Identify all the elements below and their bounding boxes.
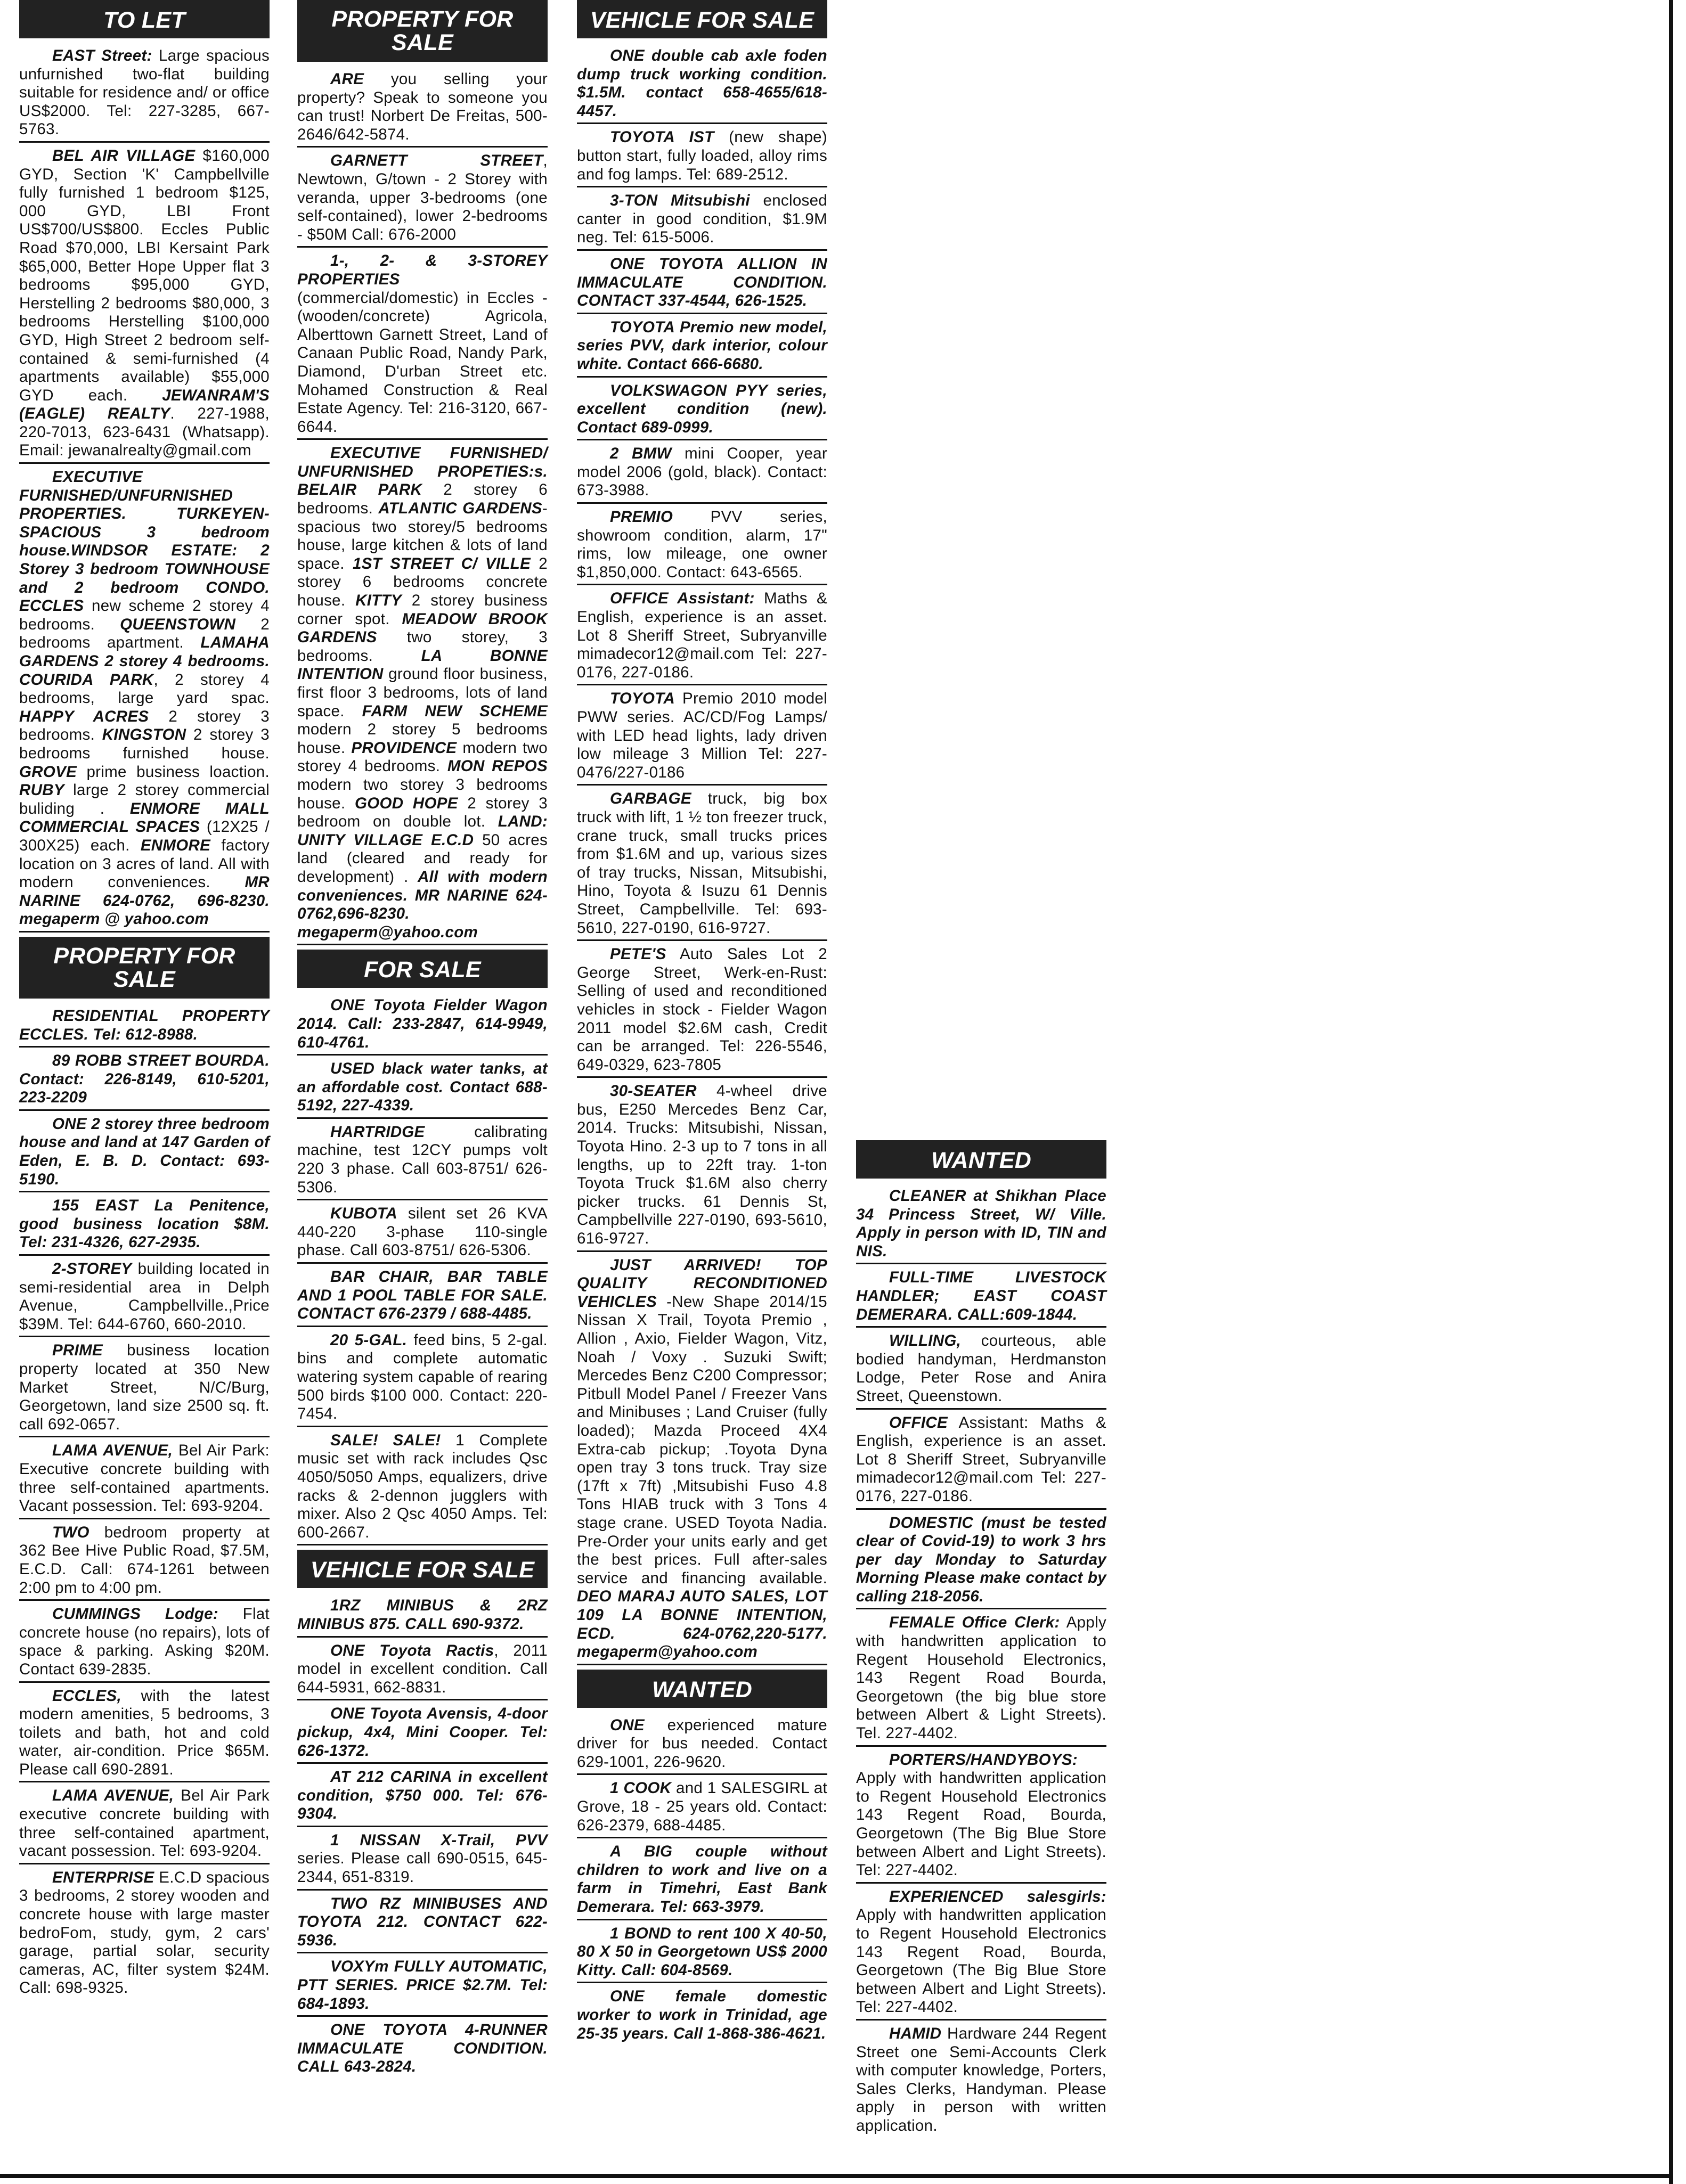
ad-text: 2 storey 6 bedrooms concrete house.	[297, 554, 548, 610]
ad-emphasis: DEO MARAJ AUTO SALES, LOT 109 LA BONNE INTENTION, ECD. 624-0762,220-5177. megaperm@yahoo.com	[577, 1588, 827, 1661]
ad-text: courteous, able bodied handyman, Herdmanston Lodge, Peter Rose and Anira Street, Queenstown.	[856, 1332, 1106, 1405]
ad-text: 2 bedrooms apartment.	[19, 615, 270, 652]
ad-text: modern 2 storey 5 bedrooms house.	[297, 721, 548, 757]
classified-ad	[297, 252, 548, 440]
ad-text: , 2 storey 4 bedrooms, large yard spac.	[19, 670, 270, 707]
ad-text: ground floor business, first floor 3 bedrooms, lots of land space.	[297, 665, 548, 720]
ad-text: PVV series, showroom condition, alarm, 17" rims, low mileage, one owner $1,850,000. Contact: 643-6565.	[577, 508, 827, 581]
ad-emphasis: ARE	[330, 70, 364, 88]
classified-ad	[19, 1342, 270, 1437]
ad-text: 2 storey 3 bedroom on double lot.	[297, 794, 548, 831]
ad-text: (commercial/domestic) in Eccles - (wooden/concrete) Agricola, Alberttown Garnett Street, Land of Canaan Public Road, Nandy Park, Diamond, D'urban Street etc. Mohamed Construction & Real Estate Agency. Tel: 216-3120, 667-6644.	[297, 289, 548, 436]
classified-ad	[577, 1716, 827, 1776]
ad-emphasis: FARM NEW SCHEME	[362, 702, 548, 720]
ad-text: Bel Air Park executive concrete building with three self-contained apartment, vacant possession. Tel: 693-9204.	[19, 1787, 270, 1860]
ad-emphasis: BAR CHAIR, BAR TABLE AND 1 POOL TABLE FOR SALE. CONTACT 676-2379 / 688-4485.	[297, 1268, 548, 1323]
classified-ad	[297, 1895, 548, 1954]
classified-ad	[297, 1205, 548, 1264]
ad-emphasis: RESIDENTIAL PROPERTY ECCLES. Tel: 612-8988.	[19, 1007, 270, 1043]
ad-emphasis: TWO	[52, 1523, 89, 1541]
classified-ad	[297, 1958, 548, 2017]
ad-emphasis: EAST Street:	[52, 47, 152, 64]
ad-emphasis: ONE TOYOTA ALLION IN IMMACULATE CONDITION. CONTACT 337-4544, 626-1525.	[577, 255, 827, 310]
ad-emphasis: LA BONNE INTENTION	[297, 647, 548, 683]
ad-text: 50 acres land (cleared and ready for development) .	[297, 831, 548, 886]
ad-emphasis: CUMMINGS Lodge:	[52, 1605, 219, 1623]
ad-text: (new shape) button start, fully loaded, alloy rims and fog lamps. Tel: 689-2512.	[577, 128, 828, 183]
ad-text: experienced mature driver for bus needed. Contact 629-1001, 226-9620.	[577, 1716, 827, 1771]
ad-emphasis: FULL-TIME LIVESTOCK HANDLER; EAST COAST DEMERARA. CALL:609-1844.	[856, 1269, 1106, 1323]
ad-emphasis: VOLKSWAGON PYY series, excellent condition (new). Contact 689-0999.	[577, 381, 827, 436]
ad-emphasis: PETE'S	[610, 945, 666, 963]
classified-ad	[577, 508, 827, 585]
ad-emphasis: ENMORE MALL COMMERCIAL SPACES	[19, 799, 270, 836]
ad-emphasis: LAND: UNITY VILLAGE E.C.D	[297, 813, 548, 849]
classified-ad	[297, 996, 548, 1056]
ad-emphasis: MON REPOS	[447, 757, 548, 775]
column-4	[856, 1140, 1106, 2142]
ad-text: (12X25 / 300X25) each.	[19, 818, 270, 854]
ad-emphasis: DOMESTIC (must be tested clear of Covid-19) to work 3 hrs per day Monday to Saturday Morning Please make contact by calling 218-2056.	[856, 1514, 1106, 1605]
ad-emphasis: QUEENSTOWN	[120, 615, 236, 633]
ad-emphasis: ONE TOYOTA 4-RUNNER IMMACULATE CONDITION. CALL 643-2824.	[297, 2021, 548, 2076]
column-3	[577, 0, 827, 2049]
ad-text: 2 storey business corner spot.	[297, 592, 548, 628]
ad-emphasis: ENMORE	[140, 836, 211, 854]
ad-emphasis: ECCLES,	[52, 1687, 121, 1705]
classified-ad	[297, 1831, 548, 1891]
ad-emphasis: ONE Toyota Ractis	[330, 1641, 494, 1659]
section-heading: PROPERTY FOR SALE	[297, 0, 548, 62]
ad-emphasis: LAMA AVENUE,	[52, 1442, 173, 1460]
classified-ad	[19, 1260, 270, 1337]
ad-emphasis: TOYOTA Premio new model, series PVV, dark interior, colour white. Contact 666-6680.	[577, 318, 827, 373]
ad-emphasis: KINGSTON	[102, 726, 186, 744]
ad-text: large 2 storey commercial buliding .	[19, 781, 270, 817]
ad-emphasis: GROVE	[19, 763, 77, 781]
ad-emphasis: A BIG couple without children to work and live on a farm in Timehri, East Bank Demerara. Tel: 663-3979.	[577, 1843, 827, 1916]
classified-ad	[19, 1687, 270, 1783]
ad-emphasis: 1ST STREET C/ VILLE	[352, 554, 531, 572]
ad-text: factory location on 3 acres of land. All with modern conveniences.	[19, 836, 270, 891]
ad-emphasis: ATLANTIC GARDENS	[378, 500, 542, 518]
ad-text: 4-wheel drive bus, E250 Mercedes Benz Car, 2014. Trucks: Mitsubishi, Nissan, Toyota Hino. 2-3 up to 7 tons in all lengths, up to 22ft tray. 1-ton Toyota Truck $1.6M also cherry picker trucks. 61 Dennis St, Campbellville 227-0190, 693-5610, 616-9727.	[577, 1082, 827, 1248]
ad-text: bedroom property at 362 Bee Hive Public Road, $7.5M, E.C.D. Call: 674-1261 between 2:00 pm to 4:00 pm.	[19, 1523, 270, 1597]
ad-text: modern two storey 3 bedrooms house.	[297, 775, 548, 812]
classified-ad	[577, 318, 827, 378]
classified-ad	[577, 790, 827, 941]
classified-ad	[856, 1332, 1106, 1409]
ad-emphasis: 2 BMW	[610, 445, 672, 463]
ad-emphasis: EXECUTIVE FURNISHED/ UNFURNISHED PROPETIES:s. BELAIR PARK	[297, 444, 548, 499]
ad-text: building located in semi-residential area in Delph Avenue, Campbellville.,Price $39M. Tel: 644-6760, 660-2010.	[19, 1260, 270, 1333]
ad-emphasis: KUBOTA	[330, 1205, 397, 1223]
classified-ad	[856, 1751, 1106, 1884]
classified-ad	[19, 468, 270, 933]
ad-emphasis: LAMAHA GARDENS 2 storey 4 bedrooms. COURIDA PARK	[19, 634, 270, 689]
ad-text: , 2011 model in excellent condition. Call 644-5931, 662-8831.	[297, 1641, 548, 1696]
ad-text: truck, big box truck with lift, 1 ½ ton freezer truck, crane truck, small trucks prices from $1.6M and up, various sizes of tray trucks, Nissan, Mitsubishi, Hino, Toyota & Isuzu 61 Dennis Street, Campbellville. Tel: 693-5610, 227-0190, 616-9727.	[577, 790, 827, 937]
ad-text: Hardware 244 Regent Street one Semi-Accounts Clerk with computer knowledge, Porters, Sales Clerks, Handyman. Please apply in person with written application.	[856, 2024, 1106, 2134]
ad-text: calibrating machine, test 12CY pumps volt 220 3 phase. Call 603-8751/ 626-5306.	[297, 1123, 548, 1196]
classified-ad	[577, 445, 827, 504]
ad-emphasis: AT 212 CARINA in excellent condition, $750 000. Tel: 676-9304.	[297, 1768, 548, 1823]
ad-text: mini Cooper, year model 2006 (gold, black). Contact: 673-3988.	[577, 445, 827, 500]
ad-emphasis: HARTRIDGE	[330, 1123, 425, 1141]
classified-ad	[19, 1115, 270, 1192]
ad-text: modern two storey 4 bedrooms.	[297, 739, 548, 775]
classified-ad	[577, 1843, 827, 1920]
classified-ad	[297, 2021, 548, 2079]
ad-text: 2 storey 3 bedrooms.	[19, 707, 270, 744]
classified-ad	[856, 1888, 1106, 2021]
ad-emphasis: GARBAGE	[610, 790, 691, 808]
classified-ad	[297, 1123, 548, 1200]
page-border-right	[1669, 0, 1673, 2184]
ad-emphasis: TOYOTA IST	[610, 128, 714, 146]
section-heading: VEHICLE FOR SALE	[297, 1550, 548, 1588]
classified-ad	[577, 690, 827, 786]
ad-text: 2 storey 6 bedrooms.	[297, 481, 548, 518]
ad-emphasis: 1-, 2- & 3-STOREY PROPERTIES	[297, 252, 548, 288]
ad-emphasis: JEWANRAM'S (EAGLE) REALTY	[19, 386, 270, 423]
ad-text: Apply with handwritten application to Regent Household Electronics 143 Regent Road, Bourda, Georgetown (The Big Blue Store between Albert and Light Streets). Tel: 227-4402.	[856, 1769, 1106, 1879]
ad-emphasis: PREMIO	[610, 508, 673, 526]
classified-ad	[297, 1268, 548, 1327]
classified-ad	[297, 1705, 548, 1764]
ad-text: Flat concrete house (no repairs), lots of space & parking. Asking $20M. Contact 639-2835.	[19, 1605, 270, 1678]
ad-emphasis: 1 COOK	[610, 1779, 672, 1797]
ad-text: Auto Sales Lot 2 George Street, Werk-en-Rust: Selling of used and reconditioned vehicles in stock - Fielder Wagon 2011 model $2.6M cash, Credit can be arranged. Tel: 226-5546, 649-0329, 623-7805	[577, 945, 827, 1074]
ad-emphasis: All with modern conveniences. MR NARINE 624-0762,696-8230. megaperm@yahoo.com	[297, 868, 548, 941]
ad-emphasis: ONE Toyota Fielder Wagon 2014. Call: 233-2847, 614-9949, 610-4761.	[297, 996, 548, 1051]
ad-text: 2 storey 3 bedrooms furnished house.	[19, 726, 270, 762]
ad-emphasis: BEL AIR VILLAGE	[52, 146, 196, 165]
ad-text: Bel Air Park: Executive concrete building with three self-contained apartments. Vacant possession. Tel: 693-9204.	[19, 1442, 270, 1515]
ad-emphasis: ONE 2 storey three bedroom house and land at 147 Garden of Eden, E. B. D. Contact: 693-5190.	[19, 1115, 270, 1188]
ad-text: with the latest modern amenities, 5 bedrooms, 3 toilets and bath, hot and cold water, air-condition. Price $65M. Please call 690-2891.	[19, 1687, 270, 1778]
ad-text: Premio 2010 model PWW series. AC/CD/Fog Lamps/ with LED head lights, lady driven low mileage 3 Million Tel: 227-0476/227-0186	[577, 690, 827, 781]
ad-emphasis: GARNETT STREET	[330, 152, 543, 170]
ad-emphasis: VOXYm FULLY AUTOMATIC, PTT SERIES. PRICE $2.7M. Tel: 684-1893.	[297, 1958, 548, 2013]
ad-emphasis: 30-SEATER	[610, 1082, 697, 1100]
ad-emphasis: ENTERPRISE	[52, 1868, 154, 1886]
ad-text: you selling your property? Speak to someone you can trust! Norbert De Freitas, 500-2646/642-5874.	[297, 70, 548, 143]
ad-emphasis: 2-STOREY	[52, 1260, 132, 1278]
classified-ad	[19, 1787, 270, 1864]
ad-emphasis: ONE Toyota Avensis, 4-door pickup, 4x4, Mini Cooper. Tel: 626-1372.	[297, 1705, 548, 1760]
ad-emphasis: ONE double cab axle foden dump truck working condition. $1.5M. contact 658-4655/618-4457.	[577, 47, 827, 120]
section-heading: FOR SALE	[297, 950, 548, 988]
ad-text: enclosed canter in good condition, $1.9M neg. Tel: 615-5006.	[577, 192, 827, 247]
classified-ad	[297, 1597, 548, 1637]
page-border-bottom	[0, 2174, 1673, 2178]
classified-ad	[856, 2025, 1106, 2138]
ad-emphasis: 1 NISSAN X-Trail, PVV	[330, 1831, 548, 1849]
ad-text: two storey, 3 bedrooms.	[297, 628, 548, 665]
column-2	[297, 0, 548, 2083]
classified-ad	[297, 70, 548, 148]
ad-text: 1 Complete music set with rack includes Qsc 4050/5050 Amps, equalizers, drive racks & 2-dennon jugglers with mixer. Also 2 Qsc 4050 Amps. Tel: 600-2667.	[297, 1431, 548, 1541]
ad-text: Apply with handwritten application to Regent Household Electronics, 143 Regent Road Bourda, Georgetown (the big blue store between Albert & Light Streets). Tel. 227-4402.	[856, 1614, 1106, 1743]
ad-text: silent set 26 KVA 440-220 3-phase 110-single phase. Call 603-8751/ 626-5306.	[297, 1205, 548, 1259]
ad-emphasis: JUST ARRIVED! TOP QUALITY RECONDITIONED VEHICLES	[577, 1256, 827, 1311]
classified-ad	[297, 1642, 548, 1701]
classified-ad	[19, 1442, 270, 1519]
ad-text: $160,000 GYD, Section 'K' Campbellville fully furnished 1 bedroom $125, 000 GYD, LBI Front US$700/US$800. Eccles Public Road $70,000, LBI Kersaint Park $65,000, Better Hope Upper flat 3 bedrooms $95,000 GYD, Herstelling 2 bedrooms $80,000, 3 bedrooms Herstelling $100,000 GYD, High Street 2 bedroom self-contained & semi-furnished (4 apartments available) $55,000 GYD each.	[19, 146, 270, 404]
ad-emphasis: LAMA AVENUE,	[52, 1787, 174, 1805]
classified-ad	[19, 1869, 270, 2000]
classified-ad	[19, 147, 270, 464]
ad-emphasis: KITTY	[355, 592, 402, 610]
classified-ad	[856, 1187, 1106, 1264]
ad-emphasis: 20 5-GAL.	[330, 1331, 408, 1349]
ad-text: Large spacious unfurnished two-flat building suitable for residence and/ or office US$2000. Tel: 227-3285, 667-5763.	[19, 47, 270, 138]
ad-emphasis: PORTERS/HANDYBOYS:	[889, 1751, 1078, 1769]
ad-emphasis: OFFICE	[889, 1413, 948, 1432]
ad-emphasis: RUBY	[19, 781, 64, 799]
ad-text: feed bins, 5 2-gal. bins and complete automatic watering system capable of rearing 500 birds $100 000. Contact: 220-7454.	[297, 1331, 548, 1423]
classified-ad	[577, 945, 827, 1078]
ad-text: and 1 SALESGIRL at Grove, 18 - 25 years old. Contact: 626-2379, 688-4485.	[577, 1779, 827, 1834]
ad-text: . 227-1988, 220-7013, 623-6431 (Whatsapp). Email: jewanalrealty@gmail.com	[19, 405, 270, 460]
ad-emphasis: GOOD HOPE	[354, 794, 458, 812]
column-1	[19, 0, 270, 2004]
classified-ad	[577, 128, 827, 187]
ad-emphasis: TOYOTA	[610, 690, 675, 708]
ad-emphasis: 3-TON Mitsubishi	[610, 192, 750, 210]
classified-ad	[856, 1514, 1106, 1610]
ad-emphasis: CLEANER at Shikhan Place 34 Princess Street, W/ Ville. Apply in person with ID, TIN and NIS.	[856, 1187, 1106, 1260]
ad-emphasis: EXPERIENCED salesgirls:	[889, 1887, 1106, 1905]
ad-emphasis: EXECUTIVE FURNISHED/UNFURNISHED PROPERTIES. TURKEYEN-SPACIOUS 3 bedroom house.WINDSOR ESTATE: 2 Storey 3 bedroom TOWNHOUSE and 2 bedroom CONDO. ECCLES	[19, 468, 270, 615]
classified-ad	[577, 192, 827, 251]
ad-emphasis: TWO RZ MINIBUSES AND TOYOTA 212. CONTACT 622-5936.	[297, 1894, 548, 1949]
classified-ad	[577, 1987, 827, 2045]
classified-ad	[577, 255, 827, 314]
ad-text: Apply with handwritten application to Regent Household Electronics 143 Regent Road, Bourda, Georgetown (The Big Blue Store between Albert and Light Streets). Tel: 227-4402.	[856, 1906, 1106, 2016]
ad-emphasis: ONE female domestic worker to work in Trinidad, age 25-35 years. Call 1-868-386-4621.	[577, 1987, 827, 2042]
section-heading: WANTED	[577, 1670, 827, 1708]
ad-text: series. Please call 690-0515, 645-2344, 651-8319.	[297, 1850, 548, 1886]
ad-emphasis: PROVIDENCE	[351, 739, 457, 757]
ad-emphasis: MR NARINE 624-0762, 696-8230. megaperm @ yahoo.com	[19, 873, 270, 928]
ad-emphasis: HAPPY ACRES	[19, 707, 149, 725]
classified-ad	[19, 1007, 270, 1048]
ad-emphasis: ONE	[610, 1716, 645, 1734]
ad-emphasis: SALE! SALE!	[330, 1431, 441, 1449]
classified-ad	[577, 590, 827, 685]
classified-ad	[297, 1432, 548, 1546]
classified-ad	[19, 1605, 270, 1682]
classified-ad	[856, 1614, 1106, 1746]
ad-emphasis: MEADOW BROOK GARDENS	[297, 610, 548, 647]
ad-text: - spacious two storey/5 bedrooms house, large kitchen & lots of land space.	[297, 500, 548, 572]
ad-text: -New Shape 2014/15 Nissan X Trail, Toyota Premio , Allion , Axio, Fielder Wagon, Vitz, Noah / Voxy . Suzuki Swift; Mercedes Benz C200 Compressor; Pitbull Model Panel / Freezer Vans and Minibuses ; Land Cruiser (fully loaded); Mazda Proceed 4X4 Extra-cab pickup; .Toyota Dyna open tray 3 tons truck. Tray size (17ft x 7ft) ,Mitsubishi Fuso 4.8 Tons HIAB truck with 3 Tons 4 stage crane. USED Toyota Nadia. Pre-Order your units early and get the best prices. Full after-sales service and financing available.	[577, 1293, 827, 1587]
ad-emphasis: 1RZ MINIBUS & 2RZ MINIBUS 875. CALL 690-9372.	[297, 1597, 548, 1633]
ad-emphasis: 1 BOND to rent 100 X 40-50, 80 X 50 in Georgetown US$ 2000 Kitty. Call: 604-8569.	[577, 1924, 827, 1979]
classified-ad	[297, 1768, 548, 1827]
classified-ad	[19, 1052, 270, 1111]
section-heading: VEHICLE FOR SALE	[577, 0, 827, 38]
ad-emphasis: 89 ROBB STREET BOURDA. Contact: 226-8149, 610-5201, 223-2209	[19, 1052, 270, 1107]
classified-ad	[577, 1925, 827, 1984]
ad-text: , Newtown, G/town - 2 Storey with veranda, upper 3-bedrooms (one self-contained), lower 2-bedrooms - $50M Call: 676-2000	[297, 152, 548, 243]
ad-emphasis: HAMID	[889, 2024, 942, 2042]
classified-ad	[297, 444, 548, 945]
classified-ad	[577, 1256, 827, 1665]
ad-emphasis: WILLING,	[889, 1332, 962, 1350]
classified-ad	[856, 1414, 1106, 1510]
classified-ad	[19, 1197, 270, 1256]
ad-text: new scheme 2 storey 4 bedrooms.	[19, 597, 270, 633]
classified-ad	[577, 1779, 827, 1838]
ad-text: Assistant: Maths & English, experience is an asset. Lot 8 Sheriff Street, Subryanville mimadecor12@mail.com Tel: 227-0176, 227-0186.	[856, 1413, 1106, 1505]
classified-ad	[856, 1269, 1106, 1328]
ad-text: E.C.D spacious 3 bedrooms, 2 storey wooden and concrete house with large master bedroFom, study, gym, 2 cars' garage, partial solar, security cameras, AC, filter system $24M. Call: 698-9325.	[19, 1868, 270, 1997]
section-heading: WANTED	[856, 1140, 1106, 1179]
section-heading: PROPERTY FOR SALE	[19, 937, 270, 999]
classified-ad	[297, 152, 548, 248]
ad-emphasis: FEMALE Office Clerk:	[889, 1614, 1060, 1632]
ad-emphasis: USED black water tanks, at an affordable cost. Contact 688-5192, 227-4339.	[297, 1060, 548, 1115]
classified-ad	[297, 1060, 548, 1119]
classified-ad	[577, 1082, 827, 1251]
classified-ad	[577, 382, 827, 441]
ad-emphasis: PRIME	[52, 1342, 103, 1360]
section-heading: TO LET	[19, 0, 270, 38]
ad-emphasis: OFFICE Assistant:	[610, 590, 755, 608]
classified-ad	[297, 1331, 548, 1427]
classified-ad	[577, 47, 827, 124]
ad-text: prime business loaction.	[77, 763, 270, 781]
classified-ad	[19, 47, 270, 143]
ad-text: business location property located at 350 New Market Street, N/C/Burg, Georgetown, land size 2500 sq. ft. call 692-0657.	[19, 1342, 270, 1433]
ad-text: Maths & English, experience is an asset. Lot 8 Sheriff Street, Subryanville mimadecor12@mail.com Tel: 227-0176, 227-0186.	[577, 590, 827, 681]
classified-ad	[19, 1524, 270, 1601]
ad-emphasis: 155 EAST La Penitence, good business location $8M. Tel: 231-4326, 627-2935.	[19, 1197, 270, 1251]
